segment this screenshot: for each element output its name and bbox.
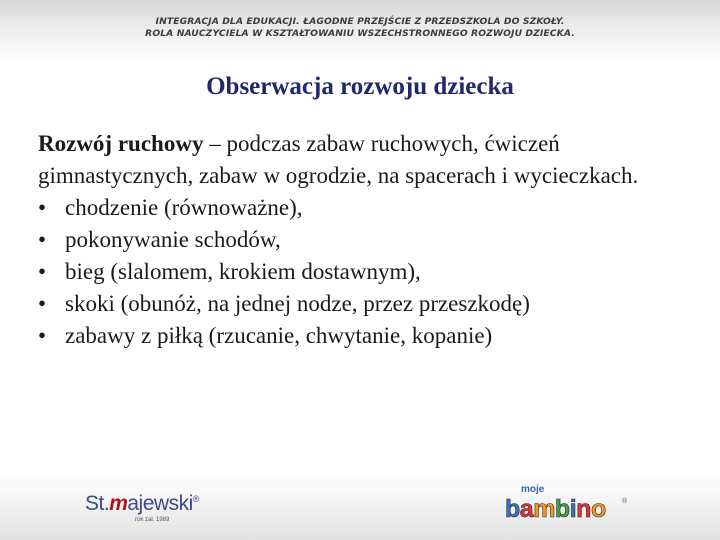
- header-line-1: INTEGRACJA DLA EDUKACJI. ŁAGODNE PRZEJŚCIE Z PRZEDSZKOLA DO SZKOŁY.: [155, 16, 565, 27]
- bambino-letter: n: [576, 495, 591, 523]
- bullet-icon: •: [38, 291, 47, 316]
- bambino-letter: b: [505, 495, 520, 523]
- list-item-text: pokonywanie schodów,: [65, 227, 281, 252]
- stmajewski-logo: [85, 490, 225, 530]
- lead-bold: Rozwój ruchowy: [38, 131, 204, 156]
- bambino-letter: o: [590, 495, 606, 523]
- slide-title: Obserwacja rozwoju dziecka: [206, 73, 514, 100]
- stmajewski-wordmark: St.majewski®: [85, 492, 199, 515]
- header-project-title: [0, 16, 720, 40]
- list-item: [38, 224, 698, 256]
- list-item: [38, 288, 698, 320]
- list-item: [38, 192, 698, 224]
- list-item-text: skoki (obunóż, na jednej nodze, przez przeszkodę): [65, 291, 530, 316]
- stmajewski-tagline: rok zał. 1989: [135, 517, 170, 523]
- lead-rest: – podczas zabaw ruchowych, ćwiczeń gimnastycznych, zabaw w ogrodzie, na spacerach i wycieczkach.: [38, 131, 639, 188]
- lead-paragraph: [38, 128, 698, 192]
- bullet-icon: •: [38, 323, 47, 348]
- list-item-text: bieg (slalomem, krokiem dostawnym),: [65, 259, 421, 284]
- registered-mark: ®: [622, 498, 628, 505]
- list-item-text: zabawy z piłką (rzucanie, chwytanie, kopanie): [65, 323, 493, 348]
- bambino-letter: i: [569, 495, 577, 523]
- bullet-list: [38, 192, 698, 352]
- bambino-letter: m: [533, 495, 555, 523]
- list-item: [38, 320, 698, 352]
- slide-content: [38, 128, 698, 352]
- bambino-letter: a: [519, 495, 534, 523]
- moje-label: moje: [521, 484, 545, 495]
- list-item-text: chodzenie (równoważne),: [65, 195, 303, 220]
- bambino-letter: b: [554, 495, 570, 523]
- bullet-icon: •: [38, 195, 47, 220]
- moje-bambino-logo: [495, 484, 635, 528]
- bambino-wordmark: [505, 494, 606, 524]
- bullet-icon: •: [38, 227, 47, 252]
- header-line-2: ROLA NAUCZYCIELA W KSZTAŁTOWANIU WSZECHSTRONNEGO ROZWOJU DZIECKA.: [145, 28, 575, 39]
- list-item: [38, 256, 698, 288]
- bullet-icon: •: [38, 259, 47, 284]
